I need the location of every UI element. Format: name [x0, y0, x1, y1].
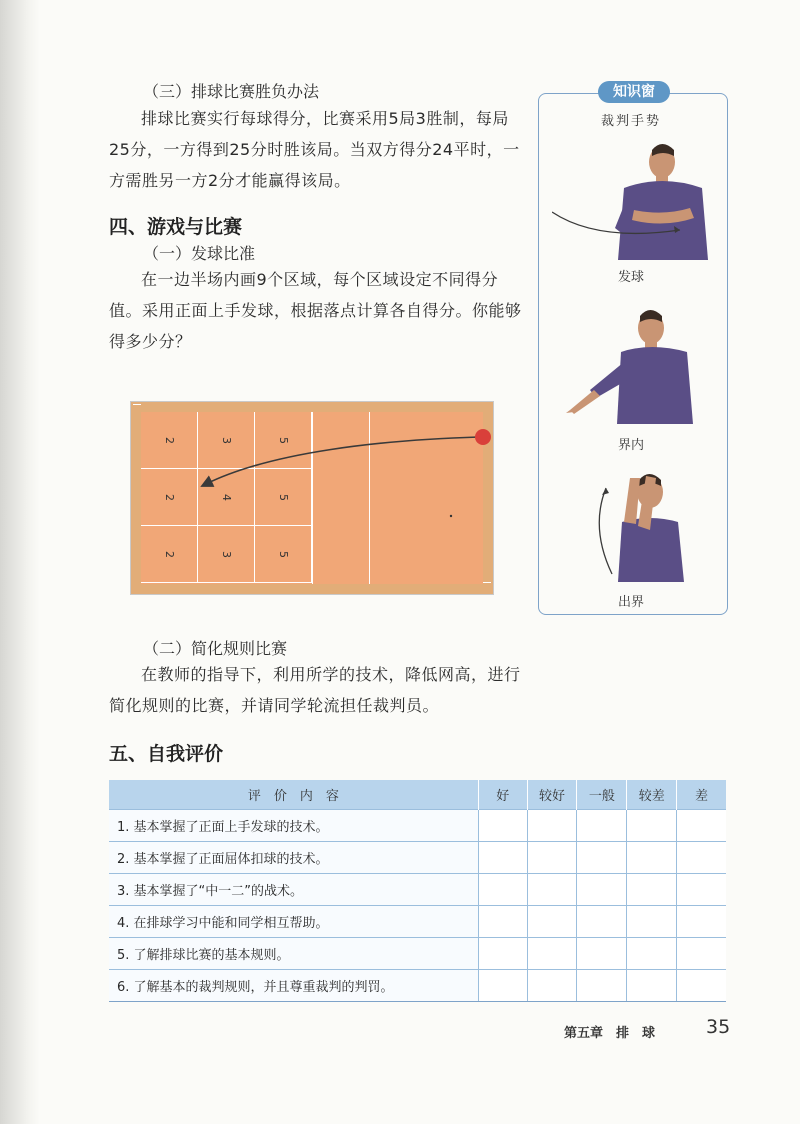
page-number: 35: [706, 1016, 731, 1038]
simplified-game-paragraph: 在教师的指导下，利用所学的技术，降低网高，进行简化规则的比赛，并请同学轮流担任裁判员。: [109, 665, 521, 715]
zone-score-label: 4: [219, 493, 233, 501]
rating-cell[interactable]: [527, 810, 577, 842]
chapter-footer: 第五章 排 球: [564, 1026, 656, 1041]
section-heading-games: 四、游戏与比赛: [109, 216, 243, 238]
rules-paragraph: 排球比赛实行每球得分，比赛采用5局3胜制，每局25分，一方得到25分时胜该局。当双方得分24平时，一方需胜另一方2分才能赢得该局。: [109, 109, 520, 190]
evaluation-item: 1. 基本掌握了正面上手发球的技术。: [109, 810, 478, 842]
rating-cell[interactable]: [627, 906, 677, 938]
evaluation-item: 4. 在排球学习中能和同学相互帮助。: [109, 906, 478, 938]
header-average: 一般: [577, 780, 627, 810]
referee-ball-out-gesture-figure: [578, 468, 698, 583]
zone-score-label: 2: [162, 436, 176, 444]
rating-cell[interactable]: [478, 810, 527, 842]
header-good: 好: [478, 780, 527, 810]
referee-signals-title: 裁判手势: [601, 114, 662, 129]
gesture-caption-in: 界内: [618, 438, 645, 453]
evaluation-row: [109, 906, 726, 938]
court-dot: [450, 515, 452, 517]
header-poor: 差: [677, 780, 726, 810]
zone-score-label: 5: [276, 550, 290, 558]
rating-cell[interactable]: [527, 906, 577, 938]
header-fairly-good: 较好: [527, 780, 577, 810]
ball-icon: [475, 429, 491, 445]
rating-cell[interactable]: [577, 906, 627, 938]
evaluation-row: [109, 842, 726, 874]
rating-cell[interactable]: [627, 810, 677, 842]
serve-trajectory: [131, 402, 493, 594]
rating-cell[interactable]: [527, 842, 577, 874]
evaluation-item: 6. 了解基本的裁判规则，并且尊重裁判的判罚。: [109, 970, 478, 1002]
rating-cell[interactable]: [677, 874, 726, 906]
referee-serve-gesture-figure: [552, 140, 722, 260]
rules-subtitle: （三）排球比赛胜负办法: [143, 82, 320, 101]
rating-cell[interactable]: [677, 970, 726, 1002]
evaluation-item: 2. 基本掌握了正面屈体扣球的技术。: [109, 842, 478, 874]
rating-cell[interactable]: [577, 938, 627, 970]
rating-cell[interactable]: [527, 874, 577, 906]
trajectory-arrow: [206, 437, 479, 484]
rating-cell[interactable]: [677, 810, 726, 842]
rating-cell[interactable]: [577, 842, 627, 874]
evaluation-row: [109, 810, 726, 842]
zone-score-label: 3: [219, 436, 233, 444]
rating-cell[interactable]: [577, 970, 627, 1002]
header-content: 评 价 内 容: [109, 780, 478, 810]
knowledge-window-tag: 知识窗: [598, 81, 670, 103]
header-fairly-poor: 较差: [627, 780, 677, 810]
gesture-caption-out: 出界: [618, 595, 645, 610]
evaluation-row: [109, 938, 726, 970]
rating-cell[interactable]: [577, 874, 627, 906]
rating-cell[interactable]: [478, 906, 527, 938]
evaluation-row: [109, 874, 726, 906]
rating-cell[interactable]: [527, 970, 577, 1002]
rating-cell[interactable]: [478, 874, 527, 906]
rating-cell[interactable]: [478, 842, 527, 874]
rating-cell[interactable]: [627, 842, 677, 874]
self-evaluation-table: [109, 780, 726, 1002]
rating-cell[interactable]: [527, 938, 577, 970]
rating-cell[interactable]: [577, 810, 627, 842]
gesture-caption-serve: 发球: [618, 270, 645, 285]
rating-cell[interactable]: [478, 938, 527, 970]
zone-score-label: 2: [162, 550, 176, 558]
zone-score-label: 5: [276, 493, 290, 501]
serve-game-subtitle: （一）发球比准: [143, 244, 256, 263]
rating-cell[interactable]: [627, 970, 677, 1002]
zone-score-label: 2: [162, 493, 176, 501]
simplified-game-subtitle: （二）简化规则比赛: [143, 639, 288, 658]
evaluation-item: 5. 了解排球比赛的基本规则。: [109, 938, 478, 970]
rating-cell[interactable]: [627, 938, 677, 970]
rating-cell[interactable]: [478, 970, 527, 1002]
evaluation-item: 3. 基本掌握了“中一二”的战术。: [109, 874, 478, 906]
zone-score-label: 5: [276, 436, 290, 444]
section-heading-self-evaluation: 五、自我评价: [109, 743, 224, 765]
evaluation-row: [109, 970, 726, 1002]
rating-cell[interactable]: [627, 874, 677, 906]
referee-ball-in-gesture-figure: [566, 306, 706, 426]
rating-cell[interactable]: [677, 842, 726, 874]
rating-cell[interactable]: [677, 938, 726, 970]
volleyball-court-diagram: [130, 401, 494, 595]
book-spine-shadow: [0, 0, 40, 1124]
serve-game-paragraph: 在一边半场内画9个区域，每个区域设定不同得分值。采用正面上手发球，根据落点计算各自得分。你能够得多少分？: [109, 270, 522, 351]
rating-cell[interactable]: [677, 906, 726, 938]
zone-score-label: 3: [219, 550, 233, 558]
table-header-row: [109, 780, 726, 810]
